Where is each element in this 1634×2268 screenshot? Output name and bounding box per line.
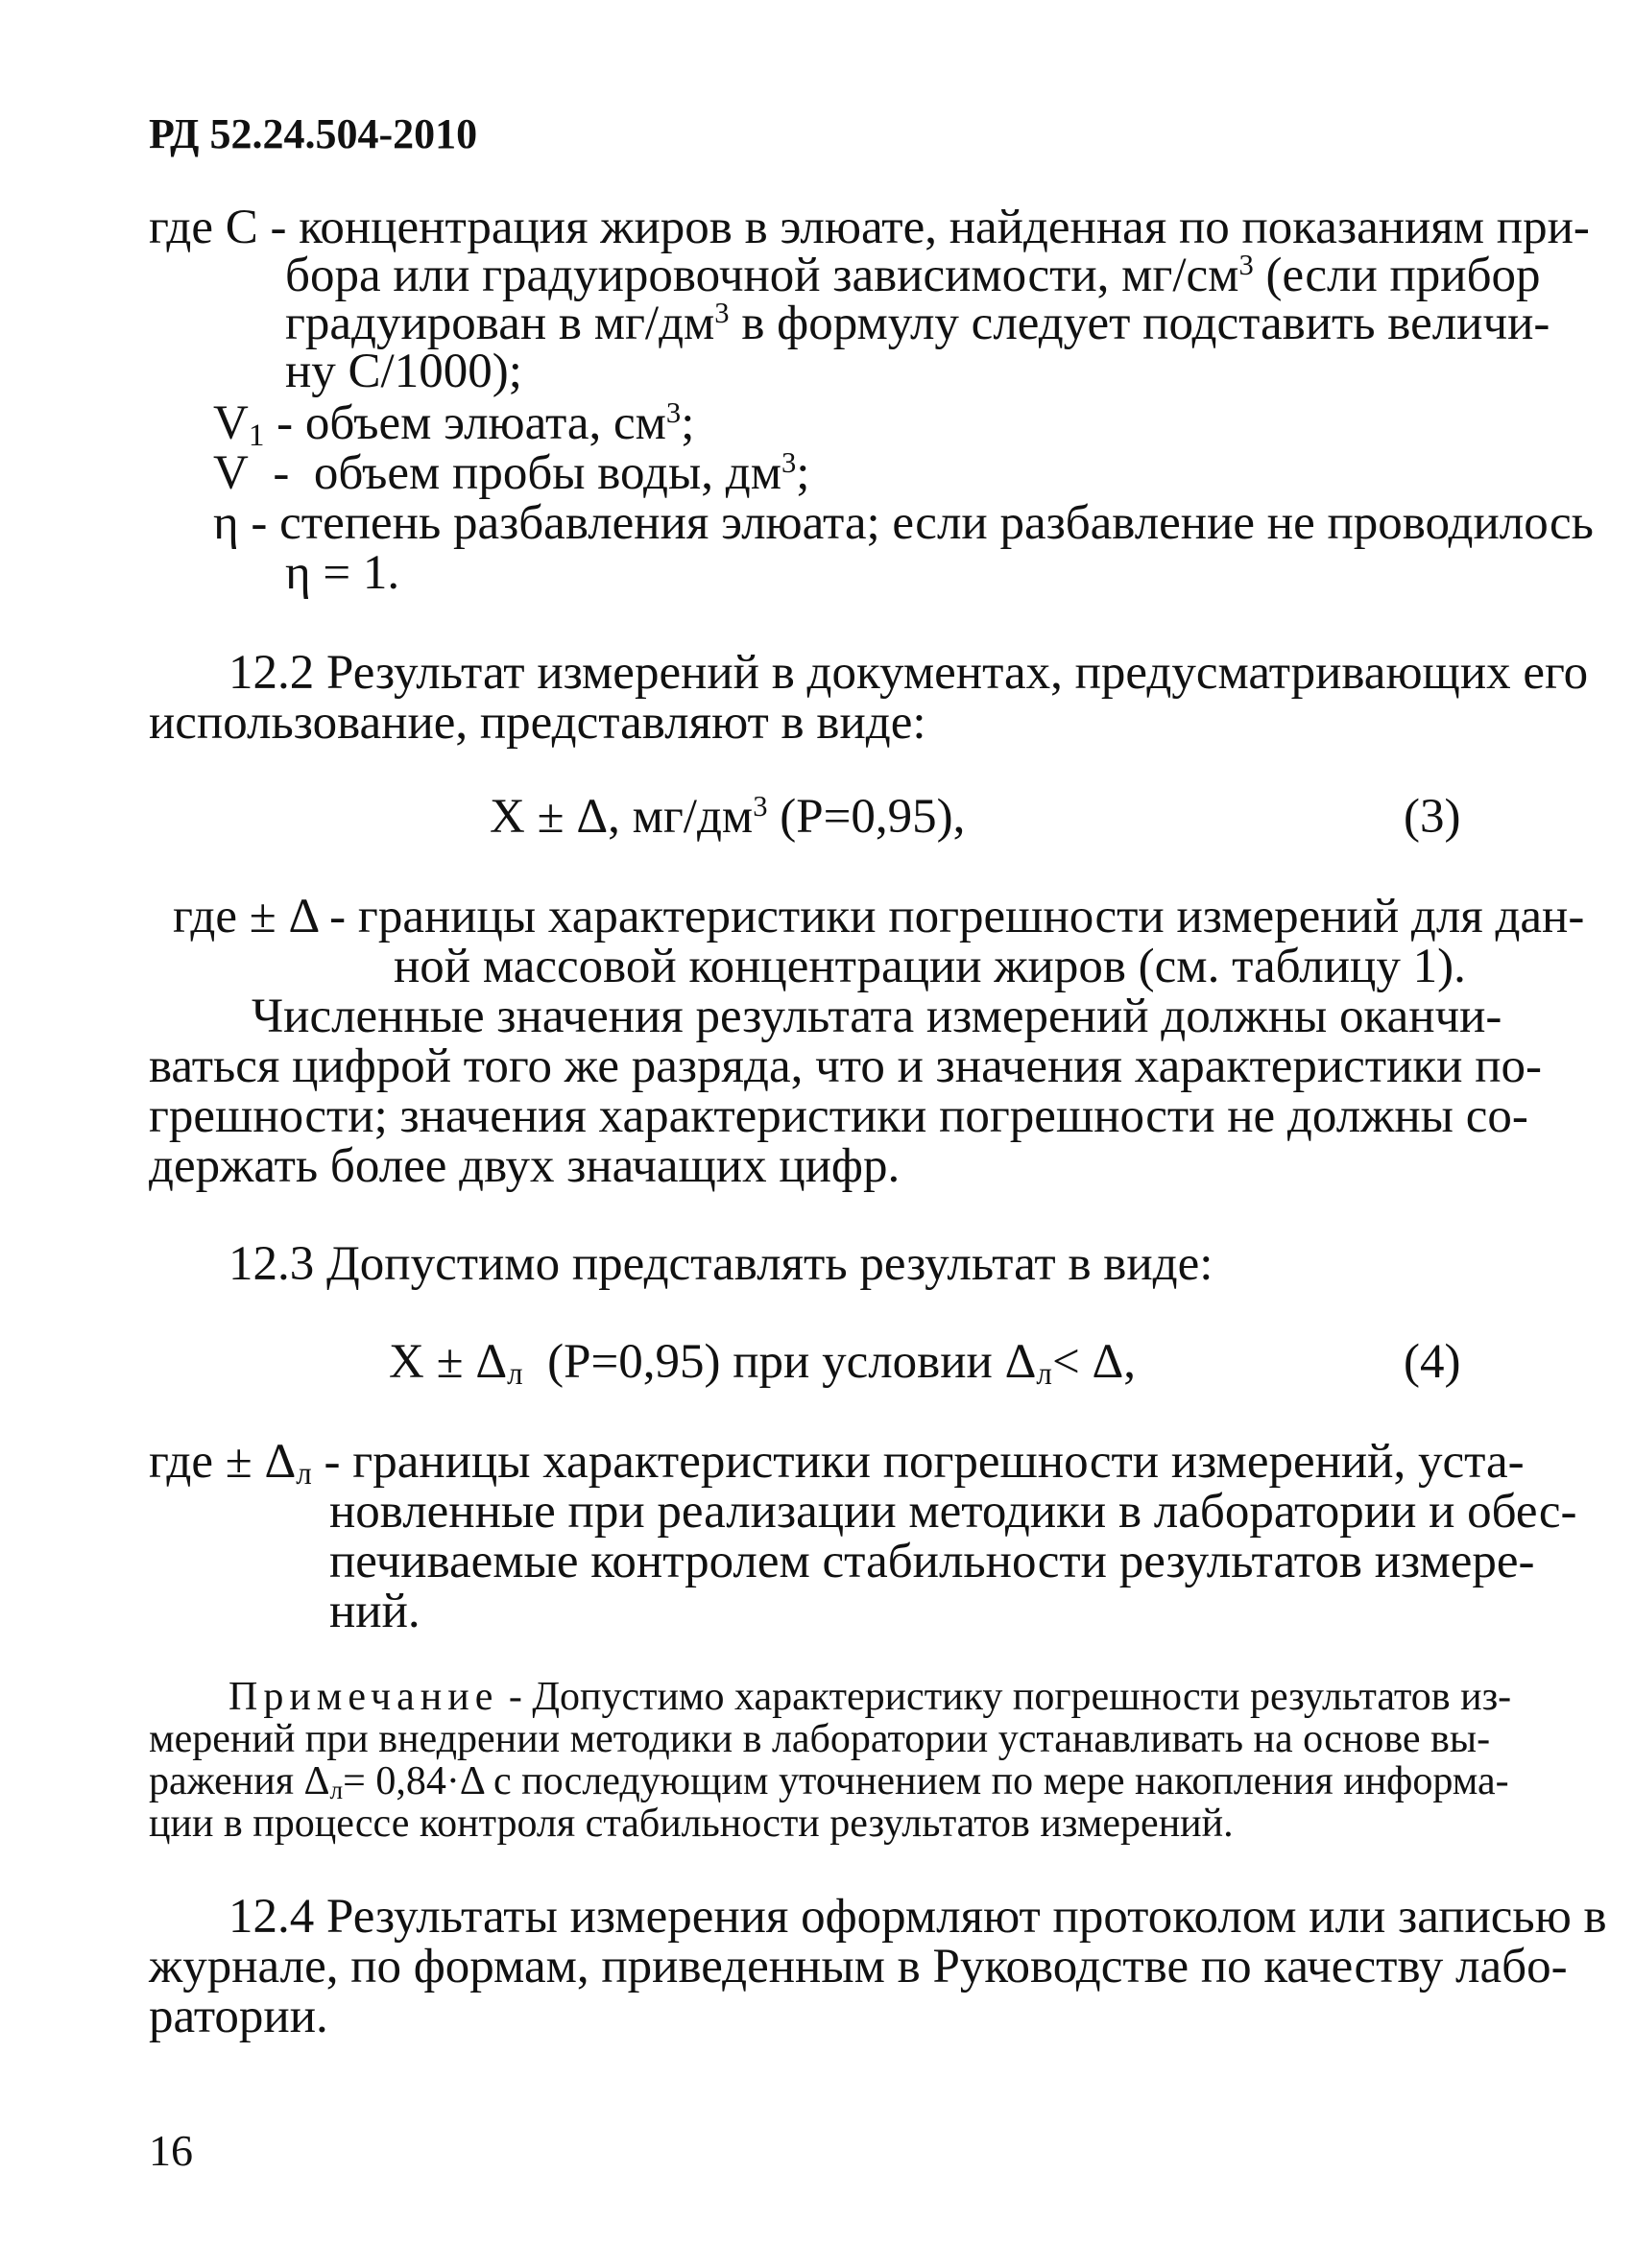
page-number: 16 [149, 2126, 193, 2175]
formula-3: Х ± Δ, $мг/дм^3$ (Р=0,95), [490, 790, 966, 844]
formula-4-number: (4) [1404, 1335, 1461, 1389]
paragraph-line3: грешности; значения характеристики погрешности не должны со- [149, 1089, 1528, 1143]
paragraph-line1: Численные значения результата измерений должны оканчи- [252, 990, 1502, 1043]
paragraph-line2: ваться цифрой того же разряда, что и значения характеристики по- [149, 1039, 1542, 1093]
definition-v: V - объем пробы воды, $дм^3$; [213, 446, 810, 500]
section-12-2-line1: 12.2 Результат измерений в документах, предусматривающих его [228, 646, 1589, 700]
note-label: Примечание [228, 1675, 499, 1719]
definition-c-line2: бора или градуировочной зависимости, $мг/см^3$ (если прибор [285, 249, 1541, 302]
definition-eta-line1: η - степень разбавления элюата; если разбавление не проводилось [213, 496, 1594, 550]
section-12-4-line2: журнале, по формам, приведенным в Руководстве по качеству лабо- [149, 1940, 1568, 1993]
note-line1: Примечание - Допустимо характеристику погрешности результатов из- [228, 1675, 1512, 1719]
section-12-4-line3: ратории. [149, 1990, 328, 2043]
symbol-c: С [225, 201, 258, 254]
section-12-2-line2: использование, представляют в виде: [149, 696, 926, 750]
formula-3-where-line1: где ± Δ - границы характеристики погрешности измерений для дан- [173, 890, 1585, 943]
definition-c-line4: ну С/1000); [285, 345, 522, 398]
formula-4-where-line3: печиваемые контролем стабильности результатов измере- [329, 1535, 1535, 1588]
definition-c-line1: где С - концентрация жиров в элюате, найденная по показаниям при- [149, 201, 1590, 254]
section-12-3-line1: 12.3 Допустимо представлять результат в виде: [228, 1237, 1213, 1291]
paragraph-line4: держать более двух значащих цифр. [149, 1139, 901, 1193]
note-line2: мерений при внедрении методики в лаборатории устанавливать на основе вы- [149, 1717, 1491, 1761]
definition-c-text: концентрация жиров в элюате, найденная по показаниям при- [299, 201, 1590, 254]
definition-c-line3: градуирован в $мг/дм^3$ в формулу следует подставить величи- [285, 297, 1550, 350]
definition-v1: $V_1$ - объем элюата, $см^3$; [213, 396, 695, 453]
formula-4-where-line4: ний. [329, 1585, 421, 1638]
formula-4-where-line2: новленные при реализации методики в лаборатории и обес- [329, 1485, 1577, 1539]
formula-3-where-line2: ной массовой концентрации жиров (см. таблицу 1). [394, 940, 1466, 993]
note-line3: ражения $\Delta_л= 0,84\cdot\Delta$ с последующим уточнением по мере накопления информа- [149, 1759, 1509, 1805]
section-12-4-line1: 12.4 Результаты измерения оформляют протоколом или записью в [228, 1890, 1607, 1944]
document-code: РД 52.24.504-2010 [149, 110, 478, 157]
formula-3-number: (3) [1404, 790, 1461, 844]
definition-eta-line2: η = 1. [285, 546, 400, 600]
formula-4-where-line1: где ± $\Delta_л$ - границы характеристики погрешности измерений, уста- [149, 1435, 1525, 1492]
note-line4: ции в процессе контроля стабильности результатов измерений. [149, 1802, 1234, 1846]
formula-4: $Х \pm \Delta_л$ (Р=0,95) при условии $\Delta_л< \Delta$, [389, 1335, 1137, 1392]
